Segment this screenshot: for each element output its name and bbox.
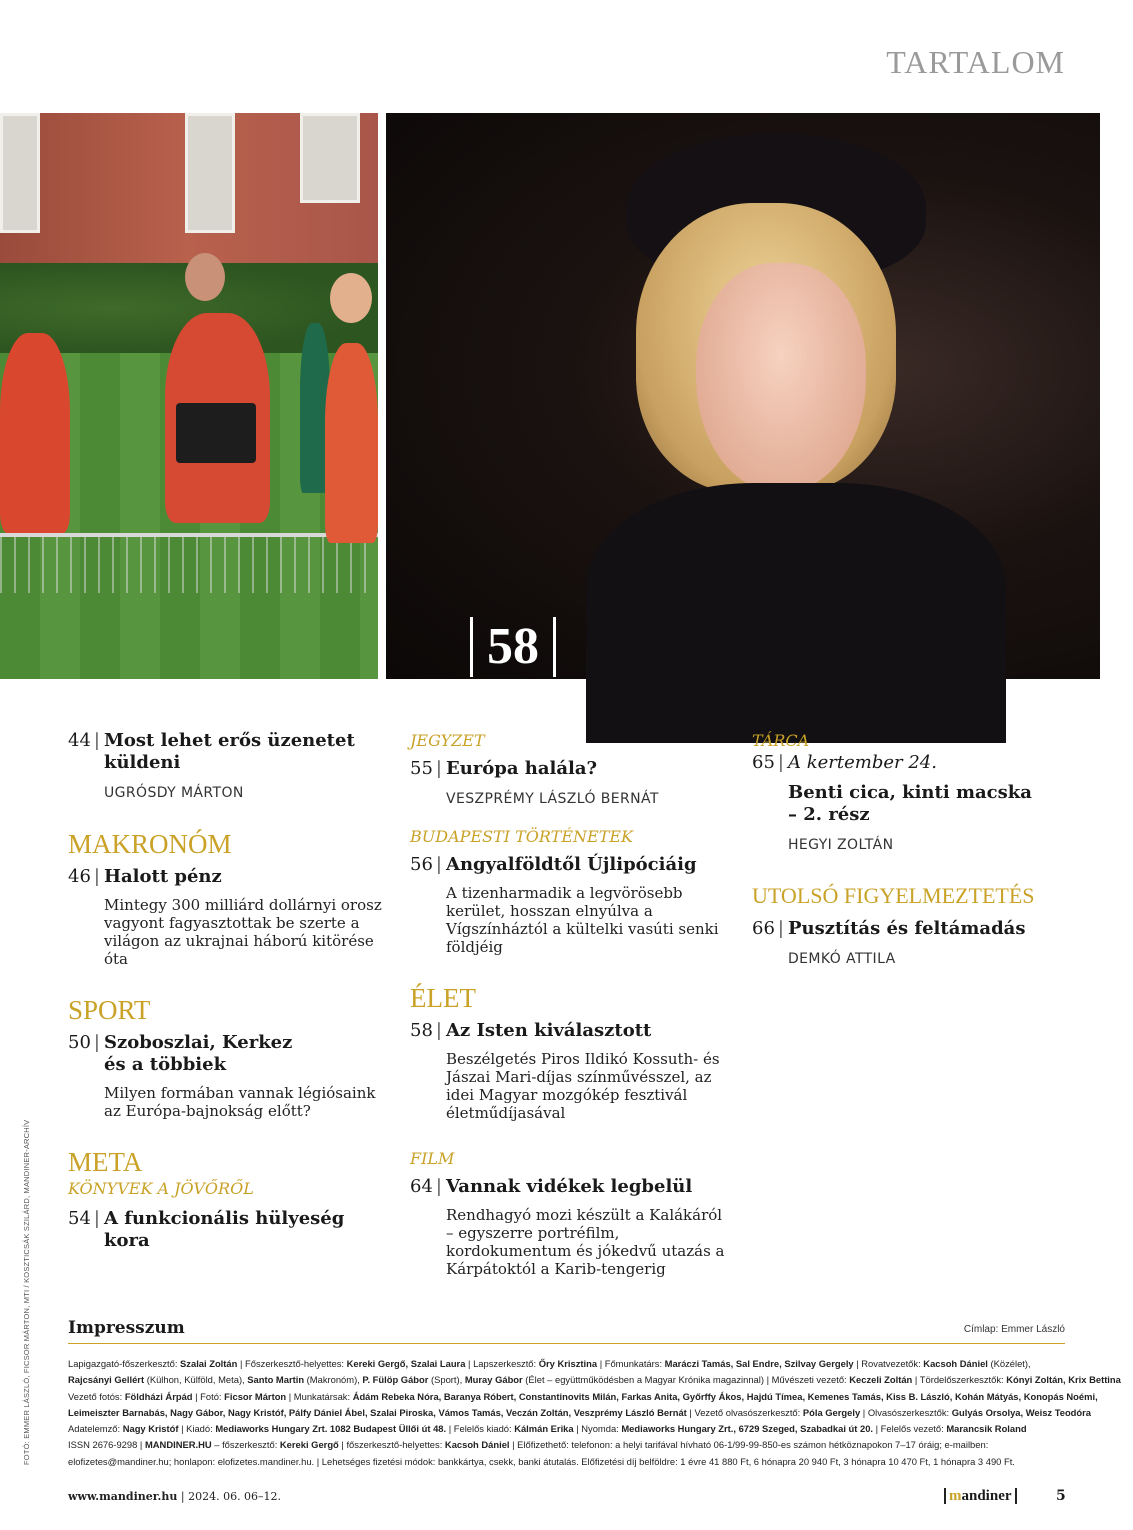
photo-credit: FOTÓ: EMMER LÁSZLÓ, FICSOR MÁRTON, MTI / KOSZTICSÁK SZILÁRD, MANDINER-ARCHÍV xyxy=(22,1119,31,1465)
toc-entry-44[interactable]: 44 | Most lehet erős üzenetet küldeni xyxy=(68,730,355,773)
football-training-photo xyxy=(0,113,378,679)
toc-entry-50[interactable]: 50 | Szoboszlai, Kerkez és a többiek xyxy=(68,1032,293,1075)
impresszum-segment: | Olvasószerkesztők: xyxy=(860,1406,952,1418)
impresszum-segment: | Előfizethető: telefonon: a helyi tarifával hívható 06-1/99-99-850-es számon hétköznapokon 7–17 óráig; e-mailben: xyxy=(509,1439,989,1451)
impresszum-segment: MANDINER.HU xyxy=(144,1439,212,1451)
toc-page-number: 46 xyxy=(68,866,91,887)
impresszum-segment: | Felelős kiadó: xyxy=(446,1423,515,1435)
impresszum-segment: (Sport), xyxy=(428,1374,465,1386)
impresszum-segment: | Főmunkatárs: xyxy=(597,1358,665,1369)
toc-page-number: 56 xyxy=(410,854,433,875)
toc-entry-title: A funkcionális hülyeség kora xyxy=(103,1208,345,1251)
impresszum-segment: Mediaworks Hungary Zrt. 1082 Budapest Üllői út 48. xyxy=(215,1423,447,1435)
photo-coat xyxy=(586,483,1006,743)
toc-page-number: 66 xyxy=(752,918,775,939)
impresszum-segment: (Közélet), xyxy=(987,1358,1031,1369)
toc-entry-series: A kertember 24. xyxy=(787,752,937,773)
impresszum-segment: Földházi Árpád xyxy=(124,1390,193,1402)
toc-entry-title: Angyalföldtől Újlipóciáig xyxy=(445,854,697,875)
photo-window xyxy=(0,113,40,233)
impresszum-segment: | Lapszerkesztő: xyxy=(465,1358,539,1369)
toc-page-number: 65 xyxy=(752,752,775,773)
impresszum-segment: | Kiadó: xyxy=(178,1423,216,1435)
impresszum-segment: | Rovatvezetők: xyxy=(853,1358,924,1369)
toc-author: HEGYI ZOLTÁN xyxy=(788,837,894,853)
impresszum-segment: (Makronóm), xyxy=(304,1374,363,1386)
impresszum-line xyxy=(68,1405,1092,1421)
toc-entry-55[interactable]: 55 | Európa halála? xyxy=(410,758,598,779)
footer-site: www.mandiner.hu xyxy=(68,1490,178,1503)
impresszum-segment: Kacsoh Dániel xyxy=(444,1439,510,1451)
impresszum-segment: Keczeli Zoltán xyxy=(849,1374,913,1386)
impresszum-segment: Mediaworks Hungary Zrt., 6729 Szeged, Szabadkai út 20. xyxy=(621,1423,874,1435)
toc-entry-64[interactable]: 64 | Vannak vidékek legbelül xyxy=(410,1176,693,1197)
impresszum-line xyxy=(68,1372,1121,1388)
impresszum-segment: Marancsik Roland xyxy=(946,1423,1027,1435)
toc-entry-title: Pusztítás és feltámadás xyxy=(787,918,1026,939)
impresszum-segment: Kónyi Zoltán, Krix Bettina xyxy=(1006,1374,1121,1386)
footer-date: 2024. 06. 06–12. xyxy=(188,1490,282,1503)
toc-column-3 xyxy=(752,730,1072,968)
impresszum-segment: | Felelős vezető: xyxy=(873,1423,947,1435)
impresszum-line xyxy=(68,1421,1065,1437)
section-heading-makronom: MAKRONÓM xyxy=(68,829,232,859)
toc-author: UGRÓSDY MÁRTON xyxy=(104,785,244,801)
impresszum-segment: – főszerkesztő: xyxy=(211,1439,280,1451)
toc-entry-title: Vannak vidékek legbelül xyxy=(445,1176,693,1197)
impresszum-segment: Kereki Gergő, Szalai Laura xyxy=(346,1358,466,1369)
impresszum-segment: Santo Martin xyxy=(247,1374,305,1386)
feature-page-marker xyxy=(470,617,556,677)
toc-entry-title-cont: és a többiek xyxy=(104,1054,227,1075)
impresszum-header xyxy=(68,1318,1065,1344)
impresszum-segment: Rajcsányi Gellért xyxy=(68,1374,145,1386)
impresszum-segment: | Fotó: xyxy=(192,1390,225,1402)
toc-entry-title-cont: küldeni xyxy=(104,752,181,773)
impresszum-segment: (Külhon, Külföld, Meta), xyxy=(144,1374,248,1386)
impresszum-segment: P. Fülöp Gábor xyxy=(362,1374,429,1386)
impresszum-line xyxy=(68,1356,1065,1372)
actress-portrait-photo xyxy=(386,113,1100,679)
impresszum-segment: Lapigazgató-főszerkesztő: xyxy=(68,1358,181,1369)
page-title: TARTALOM xyxy=(886,44,1065,80)
impresszum-segment: Gulyás Orsolya, Weisz Teodóra xyxy=(951,1406,1092,1418)
impresszum-line xyxy=(68,1389,1098,1405)
impresszum-segment: Adatelemző: xyxy=(68,1423,123,1435)
impresszum-line xyxy=(68,1437,1065,1453)
photo-player-shorts xyxy=(176,403,256,463)
photo-window xyxy=(300,113,360,203)
impresszum-line xyxy=(68,1454,1065,1470)
impresszum-segment: | Nyomda: xyxy=(573,1423,622,1435)
toc-page-number: 58 xyxy=(410,1020,433,1041)
impresszum-segment: Maráczi Tamás, Sal Endre, Szilvay Gergely xyxy=(664,1358,854,1369)
toc-author: DEMKÓ ATTILA xyxy=(788,951,896,967)
toc-entry-title: Európa halála? xyxy=(445,758,598,779)
impresszum-segment: Kereki Gergő xyxy=(279,1439,339,1451)
toc-lead: Milyen formában vannak légiósaink az Európa-bajnokság előtt? xyxy=(104,1084,376,1120)
photo-goal-net xyxy=(0,533,378,593)
footer-site-date: www.mandiner.hu | 2024. 06. 06–12. xyxy=(68,1490,282,1503)
page-number: 5 xyxy=(1056,1488,1066,1504)
toc-rubric: TÁRCA xyxy=(752,731,810,750)
section-heading-meta: META xyxy=(68,1147,143,1177)
toc-rubric: KÖNYVEK A JÖVŐRŐL xyxy=(68,1179,254,1198)
cover-credit: Címlap: Emmer László xyxy=(963,1324,1065,1335)
toc-page-number: 44 xyxy=(68,730,91,751)
photo-player-head xyxy=(185,253,225,301)
impresszum-segment: | Vezető olvasószerkesztő: xyxy=(686,1406,803,1418)
toc-page-number: 55 xyxy=(410,758,433,779)
toc-lead: Mintegy 300 milliárd dollárnyi orosz vagyont fagyasztottak be szerte a világon az ukrajnai háború kitörése óta xyxy=(104,896,382,968)
toc-page-number: 50 xyxy=(68,1032,91,1053)
impresszum-segment: Vezető fotós: xyxy=(68,1390,125,1402)
toc-lead: Beszélgetés Piros Ildikó Kossuth- és Jászai Mari-díjas színművésszel, az idei Magyar mozgókép fesztivál életműdíjasával xyxy=(446,1050,720,1122)
toc-page-number: 64 xyxy=(410,1176,433,1197)
section-heading-utolso-figyelmeztetes: UTOLSÓ FIGYELMEZTETÉS xyxy=(752,883,1035,908)
impresszum-segment: (Élet – együttműködésben a Magyar Krónika magazinnal) | Művészeti vezető: xyxy=(522,1374,850,1386)
toc-column-2 xyxy=(410,730,730,1278)
photo-player xyxy=(325,343,378,543)
photo-player xyxy=(0,333,70,533)
toc-entry-54[interactable]: 54 | A funkcionális hülyeség kora xyxy=(68,1208,345,1251)
impresszum-segment: Muray Gábor xyxy=(464,1374,523,1386)
toc-page-number: 54 xyxy=(68,1208,91,1229)
toc-rubric: JEGYZET xyxy=(410,731,485,750)
toc-entry-title: Az Isten kiválasztott xyxy=(445,1020,652,1041)
impresszum-title: Impresszum xyxy=(68,1318,185,1338)
feature-page-number: 58 xyxy=(487,618,539,675)
impresszum-segment: | főszerkesztő-helyettes: xyxy=(338,1439,445,1451)
toc-column-1 xyxy=(68,730,388,1252)
impresszum-segment: Póla Gergely xyxy=(802,1406,861,1418)
toc-entry-title: Halott pénz xyxy=(103,866,222,887)
toc-entry-66[interactable]: 66 | Pusztítás és feltámadás xyxy=(752,918,1026,939)
toc-entry-46[interactable]: 46 | Halott pénz xyxy=(68,866,222,887)
impresszum-segment: elofizetes@mandiner.hu; honlapon: elofizetes.mandiner.hu. | Lehetséges fizetési módok: bankkártya, csekk, banki átutalás. Előfizetési díj belföldre: 1 évre 41 880 Ft, 6 hónapra 20 940 Ft, 3 hónapra 10 470 Ft, 1 hónapra 3 490 Ft. xyxy=(68,1455,1015,1467)
impresszum-segment: Szalai Zoltán xyxy=(180,1358,238,1369)
impresszum-segment: Őry Krisztina xyxy=(538,1358,598,1369)
section-heading-elet: ÉLET xyxy=(410,983,476,1013)
impresszum-segment: Ficsor Márton xyxy=(224,1390,287,1402)
impresszum-segment: Nagy Kristóf xyxy=(122,1423,179,1435)
photo-window xyxy=(185,113,235,233)
toc-entry-title: Szoboszlai, Kerkez xyxy=(103,1032,293,1053)
toc-entry-58[interactable]: 58 | Az Isten kiválasztott xyxy=(410,1020,652,1041)
toc-rubric: BUDAPESTI TÖRTÉNETEK xyxy=(410,827,633,846)
impresszum-segment: Ádám Rebeka Nóra, Baranya Róbert, Constantinovits Milán, Farkas Anita, Győrffy Ákos, Hajdú Tímea, Kemenes Tamás, Kiss B. László, Kohán Mátyás, Konopás Noémi, xyxy=(352,1390,1098,1402)
toc-entry-title: Most lehet erős üzenetet xyxy=(103,730,355,751)
toc-entry-56[interactable]: 56 | Angyalföldtől Újlipóciáig xyxy=(410,854,697,875)
logo-m: m xyxy=(949,1488,962,1504)
impresszum-segment: | Munkatársak: xyxy=(286,1390,353,1402)
impresszum-segment: ISSN 2676-9298 | xyxy=(68,1439,145,1451)
impresszum-segment: Kálmán Erika xyxy=(514,1423,574,1435)
toc-rubric: FILM xyxy=(410,1149,455,1168)
toc-entry-65[interactable]: 65 | A kertember 24. xyxy=(752,752,937,773)
toc-lead: Rendhagyó mozi készült a Kalákáról – egyszerre portréfilm, kordokumentum és jókedvű utazás a Kárpátoktól a Karib-tengerig xyxy=(446,1206,725,1278)
photo-face xyxy=(696,263,866,493)
impresszum-body xyxy=(68,1356,1121,1470)
toc-entry-title: Benti cica, kinti macska xyxy=(788,782,1032,803)
logo-rest: andiner xyxy=(961,1488,1012,1504)
impresszum-segment: Kacsoh Dániel xyxy=(923,1358,988,1369)
impresszum-segment: Leimeiszter Barnabás, Nagy Gábor, Nagy Kristóf, Pálfy Dániel Ábel, Szalai Piroska, Vámos Tamás, Veczán Zoltán, Veszprémy László Bernát xyxy=(68,1406,687,1418)
impresszum-segment: | Főszerkesztő-helyettes: xyxy=(237,1358,347,1369)
toc-entry-title-cont: – 2. rész xyxy=(788,804,870,825)
toc-lead: A tizenharmadik a legvörösebb kerület, hosszan elnyúlva a Vígszínháztól a kültelki vasúti senki földjéig xyxy=(446,884,719,956)
photo-player-head xyxy=(330,273,372,323)
toc-entry-65-title[interactable] xyxy=(752,782,1072,826)
section-heading-sport: SPORT xyxy=(68,995,151,1025)
mandiner-logo xyxy=(944,1488,1017,1504)
toc-author: VESZPRÉMY LÁSZLÓ BERNÁT xyxy=(446,791,659,807)
impresszum-segment: | Tördelőszerkesztők: xyxy=(912,1374,1007,1386)
